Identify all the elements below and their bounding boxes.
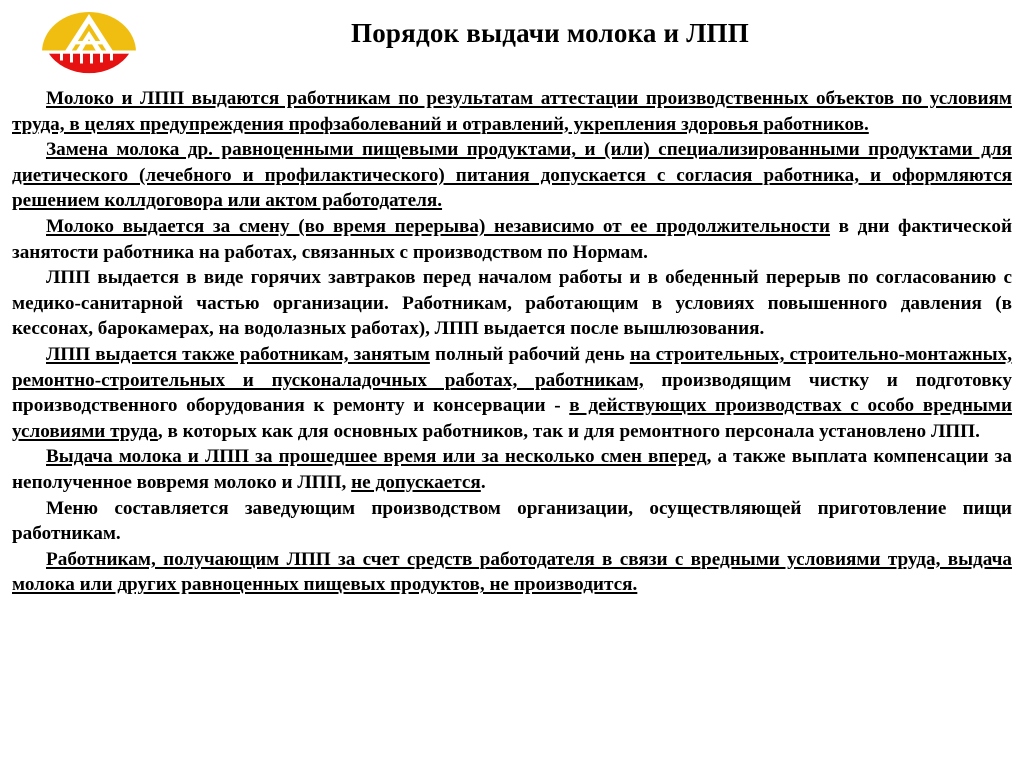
paragraph-6-segment-4: . <box>480 471 486 493</box>
paragraph-5-segment-6: , в которых как для основных работников, так и для ремонтного персонала установлено ЛПП. <box>157 420 980 442</box>
paragraph-6-segment-1: Выдача молока и ЛПП за прошедшее время или за несколько смен вперед <box>46 446 707 468</box>
paragraph-2 <box>12 137 1012 214</box>
paragraph-6-segment-2: , а также выплата компенсации за неполученное вовремя молоко и ЛПП, <box>12 446 1012 493</box>
company-logo-icon <box>40 8 138 88</box>
paragraph-7 <box>12 496 1012 547</box>
paragraph-1 <box>12 86 1012 137</box>
page-title: Порядок выдачи молока и ЛПП <box>351 18 749 48</box>
paragraph-5-segment-4: производящим чистку и подготовку производственного оборудования к ремонту и консервации - <box>12 369 1012 417</box>
paragraph-5 <box>12 342 1012 444</box>
paragraph-6-segment-3: не допускается <box>351 471 481 493</box>
paragraph-5-segment-1: ЛПП выдается также работникам, занятым <box>46 343 430 365</box>
paragraph-1-underlined: Молоко и ЛПП выдаются работникам по результатам аттестации производственных объектов по условиям труда, в целях предупреждения профзаболеваний и отравлений, укрепления здоровья работников. <box>12 88 1012 135</box>
paragraph-4-plain: ЛПП выдается в виде горячих завтраков перед началом работы и в обеденный перерыв по согласованию с медико-санитарной частью организации. Работникам, работающим в условиях повышенного давления (в кессонах, барокамерах, на водолазных работах), ЛПП выдается после вышлюзования. <box>12 267 1012 340</box>
body-text <box>12 86 1012 598</box>
paragraph-7-plain: Меню составляется заведующим производством организации, осуществляющей приготовление пищи работникам. <box>12 497 1012 545</box>
paragraph-8-underlined: Работникам, получающим ЛПП за счет средств работодателя в связи с вредными условиями труда, выдача молока или других равноценных пищевых продуктов, не производится. <box>12 548 1012 596</box>
paragraph-8 <box>12 547 1012 598</box>
paragraph-4 <box>12 265 1012 342</box>
paragraph-3 <box>12 214 1012 265</box>
company-logo <box>40 8 138 88</box>
paragraph-3-underlined: Молоко выдается за смену (во время перерыва) независимо от ее продолжительности <box>46 215 831 237</box>
paragraph-5-segment-3: на строительных, строительно-монтажных, ремонтно-строительных и пусконаладочных работах, работникам, <box>12 343 1013 391</box>
paragraph-5-segment-2: полный рабочий день <box>429 343 630 365</box>
paragraph-6 <box>12 444 1012 495</box>
paragraph-2-underlined: Замена молока др. равноценными пищевыми продуктами, и (или) специализированными продуктами для диетического (лечебного и профилактического) питания допускается с согласия работника, и оформляются решением коллдоговора или актом работодателя. <box>12 139 1012 212</box>
paragraph-3-plain: в дни фактической занятости работника на работах, связанных с производством по Нормам. <box>12 215 1012 263</box>
paragraph-5-segment-5: в действующих производствах с особо вредными условиями труда <box>12 395 1012 442</box>
